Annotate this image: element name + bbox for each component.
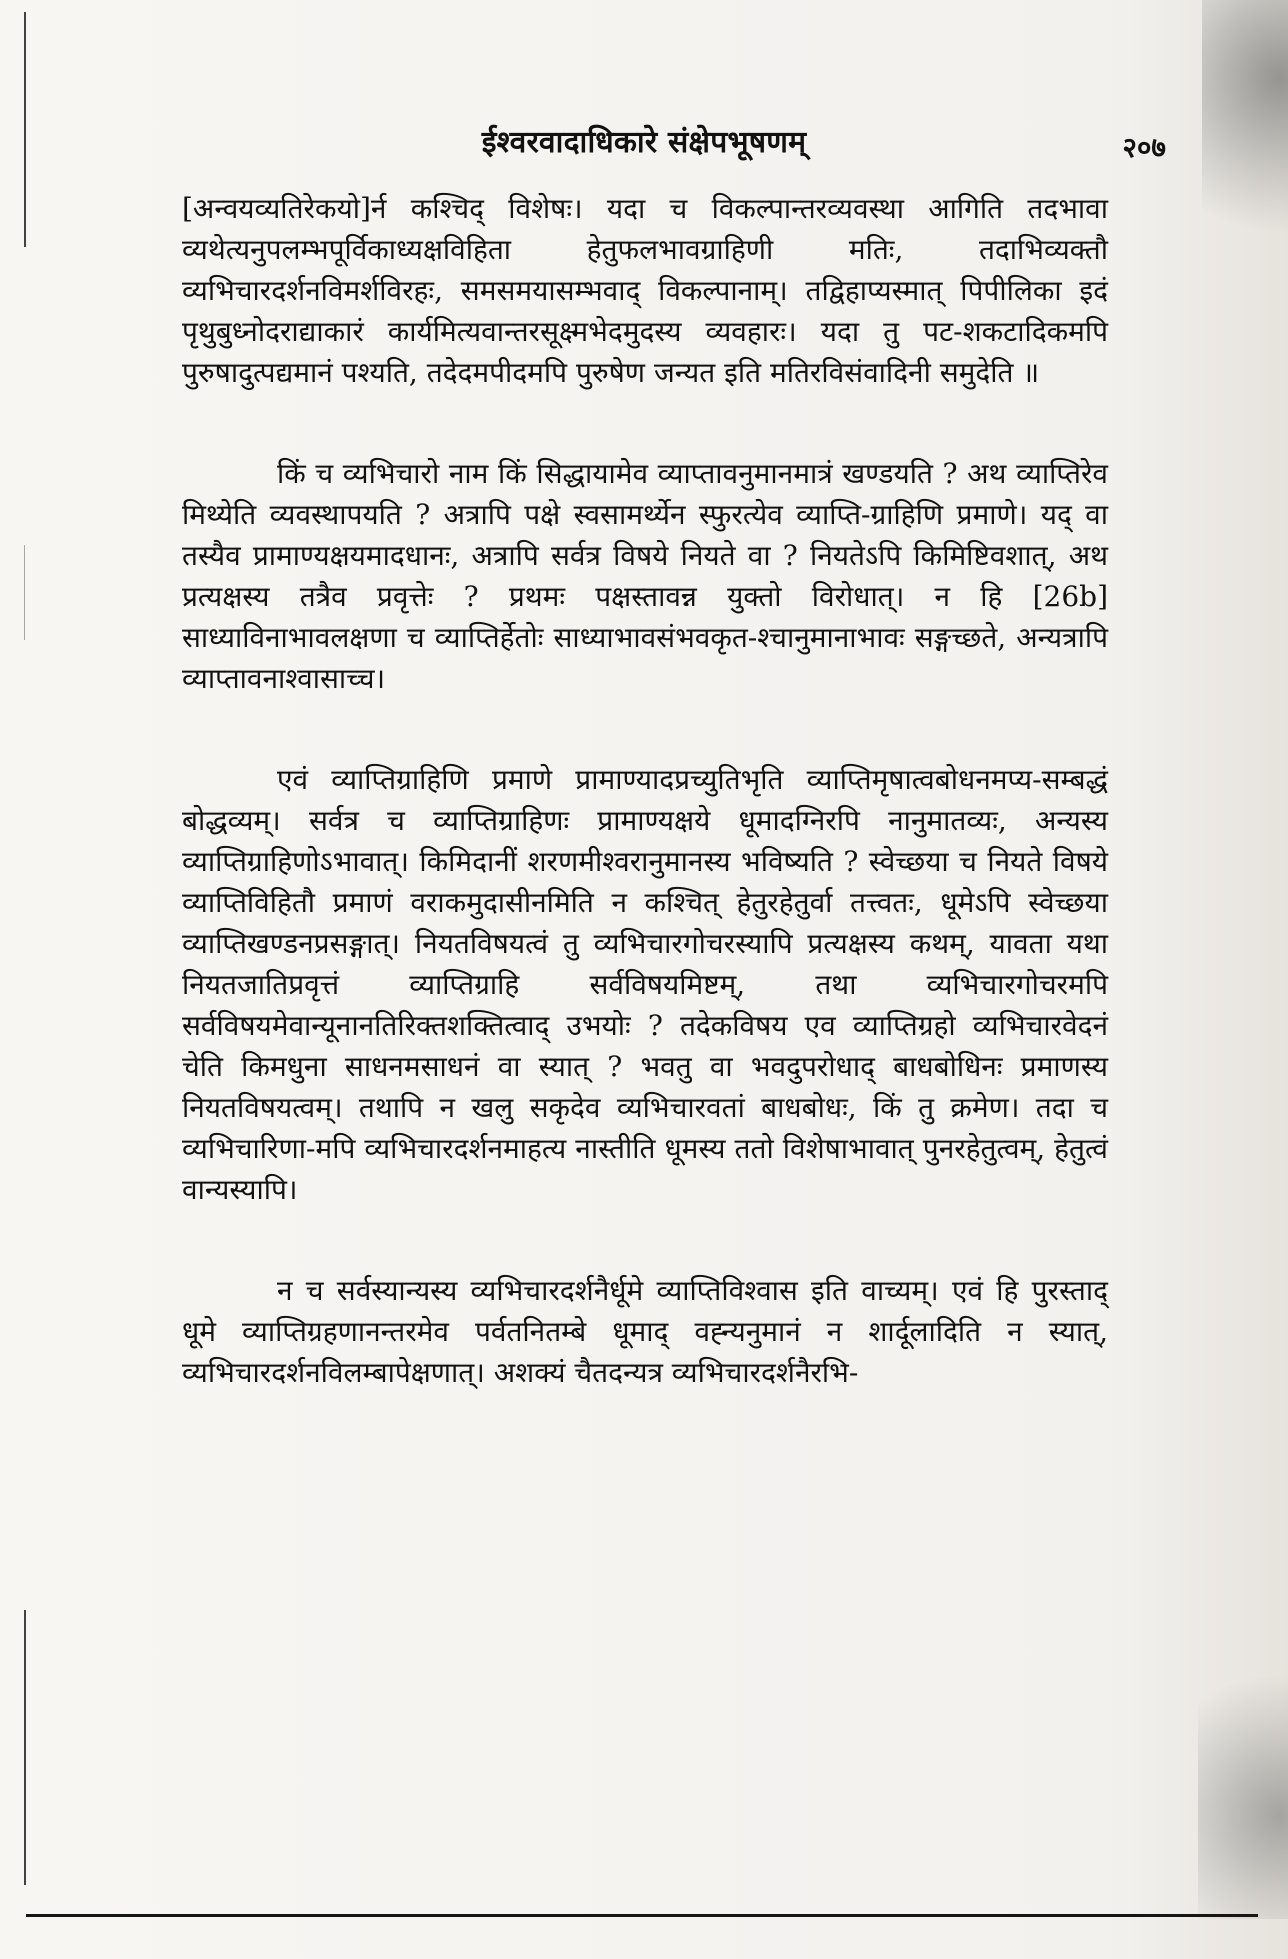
paragraph-4: न च सर्वस्यान्यस्य व्यभिचारदर्शनैर्धूमे व्याप्तिविश्वास इति वाच्यम्। एवं हि पुरस्ताद् धूमे व्याप्तिग्रहणानन्तरमेव पर्वतनितम्बे धूमाद् वह्न्यनुमानं न शार्दूलादिति न स्यात्, व्यभिचारदर्शनविलम्बापेक्षणात्। अशक्यं चैतदन्यत्र व्यभिचारदर्शनैरभि-: [182, 1274, 1108, 1389]
scan-left-edge-middle: [24, 545, 25, 640]
page-header: [0, 120, 1288, 161]
document-body: [182, 188, 1108, 1393]
page-number: २०७: [1122, 131, 1166, 164]
page-title: ईश्वरवादाधिकारे संक्षेपभूषणम्: [481, 125, 807, 160]
paragraph-1: [अन्वयव्यतिरेकयो]र्न कश्चिद् विशेषः। यदा च विकल्पान्तरव्यवस्था आगिति तदभावा व्यथेत्यनुपलम्भपूर्विकाध्यक्षविहिता हेतुफलभावग्राहिणी मतिः, तदाभिव्यक्तौ व्यभिचारदर्शनविमर्शविरहः, समसमयासम्भवाद् विकल्पानाम्। तद्विहाप्यस्मात् पिपीलिका इदं पृथुबुध्नोदराद्याकारं कार्यमित्यवान्तरसूक्ष्मभेदमुदस्य व्यवहारः। यदा तु पट-शकटादिकमपि पुरुषादुत्पद्यमानं पश्यति, तदेदमपीदमपि पुरुषेण जन्यत इति मतिरविसंवादिनी समुदेति ॥: [182, 192, 1108, 389]
paragraph-3: एवं व्याप्तिग्राहिणि प्रमाणे प्रामाण्यादप्रच्युतिभृति व्याप्तिमृषात्वबोधनमप्य-सम्बद्धं बोद्धव्यम्। सर्वत्र च व्याप्तिग्राहिणः प्रामाण्यक्षये धूमादग्निरपि नानुमातव्यः, अन्यस्य व्याप्तिग्राहिणोऽभावात्। किमिदानीं शरणमीश्वरानुमानस्य भविष्यति ? स्वेच्छया च नियते विषये व्याप्तिविहितौ प्रमाणं वराकमुदासीनमिति न कश्चित् हेतुरहेतुर्वा तत्त्वतः, धूमेऽपि स्वेच्छया व्याप्तिखण्डनप्रसङ्गात्। नियतविषयत्वं तु व्यभिचारगोचरस्यापि प्रत्यक्षस्य कथम्, यावता यथा नियतजातिप्रवृत्तं व्याप्तिग्राहि सर्वविषयमिष्टम्, तथा व्यभिचारगोचरमपि सर्वविषयमेवान्यूनानतिरिक्तशक्तित्वाद् उभयोः ? तदेकविषय एव व्याप्तिग्रहो व्यभिचारवेदनं चेति किमधुना साधनमसाधनं वा स्यात् ? भवतु वा भवदुपरोधाद् बाधबोधिनः प्रमाणस्य नियतविषयत्वम्। तथापि न खलु सकृदेव व्यभिचारवतां बाधबोधः, किं तु क्रमेण। तदा च व्यभिचारिणा-मपि व्यभिचारदर्शनमाहत्य नास्तीति धूमस्य ततो विशेषाभावात् पुनरहेतुत्वम्, हेतुत्वं वान्यस्यापि।: [182, 763, 1108, 1206]
paragraph-2: किं च व्यभिचारो नाम किं सिद्धायामेव व्याप्तावनुमानमात्रं खण्डयति ? अथ व्याप्तिरेव मिथ्येति व्यवस्थापयति ? अत्रापि पक्षे स्वसामर्थ्येन स्फुरत्येव व्याप्ति-ग्राहिणि प्रमाणे। यद् वा तस्यैव प्रामाण्यक्षयमादधानः, अत्रापि सर्वत्र विषये नियते वा ? नियतेऽपि किमिष्टिवशात्, अथ प्रत्यक्षस्य तत्रैव प्रवृत्तेः ? प्रथमः पक्षस्तावन्न युक्तो विरोधात्। न हि [26b] साध्याविनाभावलक्षणा च व्याप्तिर्हेतोः साध्याभावसंभवकृत-श्चानुमानाभावः सङ्गच्छते, अन्यत्रापि व्याप्तावनाश्वासाच्च।: [182, 457, 1108, 695]
page-bottom-rule: [26, 1914, 1258, 1917]
scan-shadow-bottom-right: [1198, 1659, 1288, 1919]
scan-left-edge-bottom: [24, 1610, 26, 1885]
